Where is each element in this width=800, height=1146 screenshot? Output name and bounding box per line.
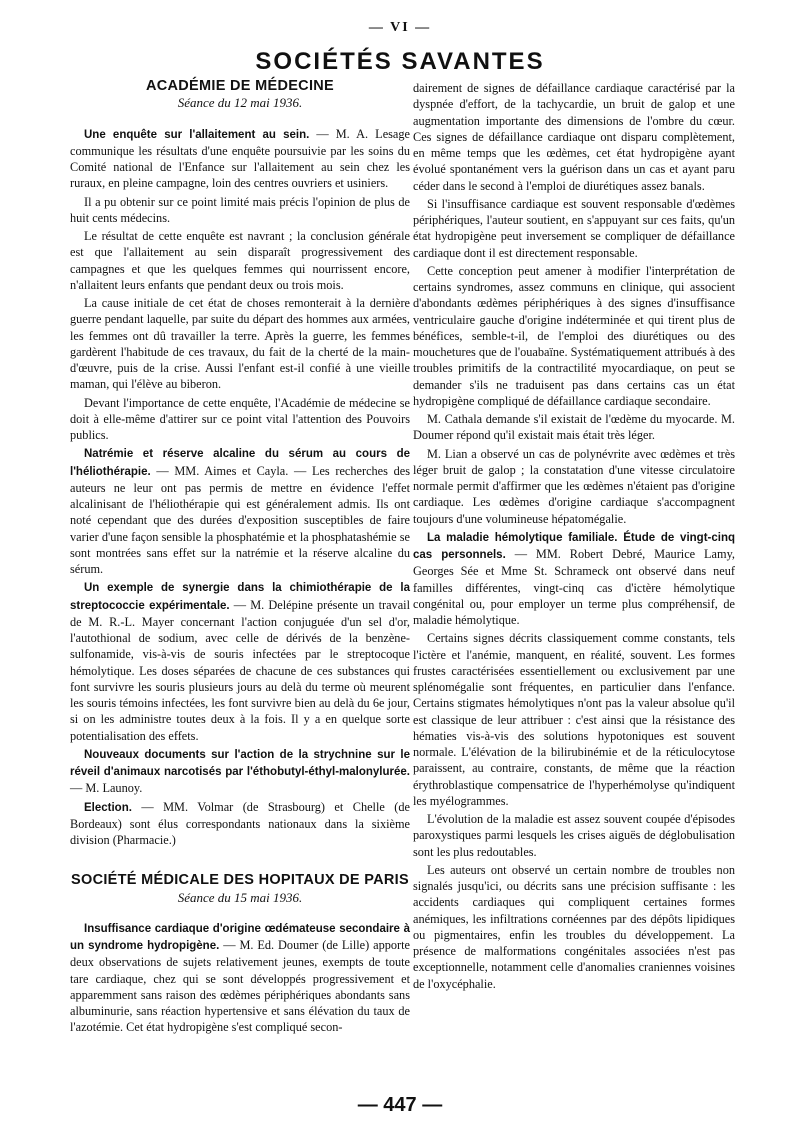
paragraph: Nouveaux documents sur l'action de la strychnine sur le réveil d'animaux narcotisés par l'éthobutyl-éthyl-malonylurée. — M. Launoy. [70,748,410,796]
paragraph: Il a pu obtenir sur ce point limité mais précis l'opinion de plus de huit cents médecins. [70,194,410,225]
rubric-heading: Natrémie et réserve alcaline du sérum au cours de l'héliothérapie. [70,448,410,478]
footer-page-number: — 447 — [357,1094,443,1116]
rubric-heading: La maladie hémolytique familiale. Étude de vingt-cinq cas personnels. [413,531,735,561]
paragraph: Devant l'importance de cette enquête, l'Académie de médecine se doit à elle-même d'attirer sur ce point vital l'attention des Pouvoirs publics. [70,395,410,442]
section-date-societe: Séance du 15 mai 1936. [177,889,303,905]
paragraph: La cause initiale de cet état de choses remonterait à la dernière guerre pendant laquelle, par suite du départ des hommes aux armées, les femmes ont dû travailler la terre. Après la guerre, les femmes gardèrent l'habitude de ces travaux, du fait de la cherté de la main-d'œuvre, puis de la crise. Aussi l'enfant est-il confié à une vieille maman, qui l'élève au biberon. [70,296,410,392]
section-date-academie: Séance du 12 mai 1936. [177,95,303,111]
paragraph: La maladie hémolytique familiale. Étude de vingt-cinq cas personnels. — MM. Robert Debré, Maurice Lamy, Georges Sée et Mme St. Schrameck ont observé dans neuf familles différentes, vingt-cinq cas d'ictère hémolytique congénital ou, pour employer un terme plus compréhensif, de maladie hémolytique. [413,531,735,627]
paragraph: Un exemple de synergie dans la chimiothérapie de la streptococcie expérimentale. — M. Delépine présente un travail de M. R.-L. Mayer concernant l'action conjuguée d'un sel d'or, l'autothional de sodium, avec celle de dérivés de la benzène-sulfonamide, vis-à-vis de souris infectées par le streptocoque hémolytique. Les doses séparées de chacune de ces substances qui font survivre les souris plusieurs jours au delà du terme où meurent les souris témoins infectées, les font survivre bien au delà du 6e jour, si on les administre toutes deux à la fois. Il y a en quelque sorte potentialisation des effets. [70,582,410,743]
paragraph: Cette conception peut amener à modifier l'interprétation de certains syndromes, assez communs en clinique, qui associent d'abondants œdèmes périphériques à des signes d'insuffisance ventriculaire gauche d'origine indéterminée et qui tirent plus de bénéfices, semble-t-il, de l'emploi des diurétiques ou des mouchetures que de l'ouabaïne. Systématiquement attribués à des troubles primitifs de la contractilité myocardiaque, on peut se demander s'ils ne traduisent pas dans certains cas un état hydropigène compliqué de défaillance cardiaque secondaire. [413,263,735,408]
paragraph: M. Cathala demande s'il existait de l'œdème du myocarde. M. Doumer répond qu'il existait mais était très léger. [413,412,735,443]
rubric-heading: Nouveaux documents sur l'action de la strychnine sur le réveil d'animaux narcotisés par l'éthobutyl-éthyl-malonylurée. [70,748,410,778]
left-column [70,78,410,1038]
paragraph: Une enquête sur l'allaitement au sein. — M. A. Lesage communique les résultats d'une enquête poursuivie par les soins du Comité national de l'Enfance sur l'allaitement au sein chez les ruraux, en pleine campagne, loin des centres ouvriers et usiniers. [70,126,410,191]
section-title-societe: SOCIÉTÉ MÉDICALE DES HOPITAUX DE PARIS [71,872,409,889]
paragraph: Le résultat de cette enquête est navrant ; la conclusion générale est que l'allaitement au sein disparaît progressivement des campagnes et que les quelques femmes qui nourrissent encore, n'allaitent leurs enfants que pendant deux ou trois mois. [70,229,410,292]
rubric-heading: Election. [84,801,132,814]
paragraph: L'évolution de la maladie est assez souvent coupée d'épisodes paroxystiques parmi lesquels les crises aiguës de déglobulisation sont les plus redoutables. [413,812,735,859]
paragraph: Les auteurs ont observé un certain nombre de troubles non signalés jusqu'ici, ou décrits sans une précision suffisante : les accidents cardiaques qui compliquent certaines formes anémiques, les infiltrations cornéennes par des dépôts lipidiques ou pigmentaires, enfin les troubles du développement. La présence de malformations congénitales associées n'est pas exceptionnelle, notamment celle d'anomalies craniennes voisines de l'oxycéphalie. [413,862,735,991]
paragraph: Si l'insuffisance cardiaque est souvent responsable d'œdèmes périphériques, l'auteur soutient, en s'appuyant sur ces faits, qu'un état hydropigène peut inversement se compliquer de défaillance cardiaque dont il est directement responsable. [413,196,735,260]
paragraph: M. Lian a observé un cas de polynévrite avec œdèmes et très léger bruit de galop ; la constatation d'une vitesse circulatoire normale permit d'affirmer que les œdèmes n'étaient pas d'origine cardiaque. Les œdèmes d'origine cardiaque s'accompagnent toujours d'une volumineuse hépatomégalie. [413,446,735,526]
page-title: SOCIÉTÉS SAVANTES [255,48,545,75]
paragraph: Insuffisance cardiaque d'origine œdémateuse secondaire à un syndrome hydropigène. — M. Ed. Doumer (de Lille) apporte deux observations de sujets relativement jeunes, exempts de toute tare cardiaque, chez qui se sont développés progressivement et apparemment sans raison des œdèmes périphériques abondants sans albuminurie, sans réaction hypertensive et sans élévation du taux de l'azotémie. Cet état hydropigène s'est compliqué secon- [70,922,410,1035]
paragraph: Election. — MM. Volmar (de Strasbourg) et Chelle (de Bordeaux) sont élus correspondants nationaux dans la sixième division (Pharmacie.) [70,799,410,847]
paragraph: Certains signes décrits classiquement comme constants, tels l'ictère et l'anémie, manquent, en réalité, souvent. Les formes frustes caractérisées essentiellement ou exclusivement par une splénomégalie sont fréquentes, en particulier dans l'enfance. Certains stigmates hémolytiques n'ont pas la valeur absolue qu'il est classique de leur attribuer : c'est ainsi que la résistance des hématies vis-à-vis des solutions hypotoniques est souvent normale. L'élévation de la bilirubinémie et de la réticulocytose paraissent, au contraire, constants, de même que la réaction érythroblastique compensatrice de l'hyperhémolyse qu'indiquent les myélogrammes. [413,631,735,808]
right-column [413,80,735,994]
rubric-heading: Insuffisance cardiaque d'origine œdémateuse secondaire à un syndrome hydropigène. [70,922,410,952]
paragraph: Natrémie et réserve alcaline du sérum au cours de l'héliothérapie. — MM. Aimes et Cayla. — Les recherches des auteurs ne leur ont pas permis de mettre en évidence l'effet alcalinisant de l'héliothérapie qui est généralement admis. Ils ont noté cependant que des durées d'exposition susceptibles de faire varier d'une façon sensible la phosphatémie et la phosphatashémie se sont montrées sans effet sur la natrémie et la réserve alcaline du sérum. [70,448,410,576]
section-spacer [70,850,410,872]
rubric-heading: Un exemple de synergie dans la chimiothérapie de la streptococcie expérimentale. [70,582,410,612]
paragraph: dairement de signes de défaillance cardiaque caractérisé par la dyspnée d'effort, de la tachycardie, un bruit de galop et une augmentation importante des dimensions de l'ombre du cœur. Ces signes de défaillance cardiaque ont disparu complètement, en même temps que les œdèmes, cet état hydropigène ayant évolué spontanément vers la guérison dans un cas et ayant paru céder dans le second à l'emploi de diurétiques assez banals. [413,81,735,193]
section-title-academie: ACADÉMIE DE MÉDECINE [145,78,335,94]
rubric-heading: Une enquête sur l'allaitement au sein. [84,128,310,141]
header-page-number: — VI — [368,20,432,35]
